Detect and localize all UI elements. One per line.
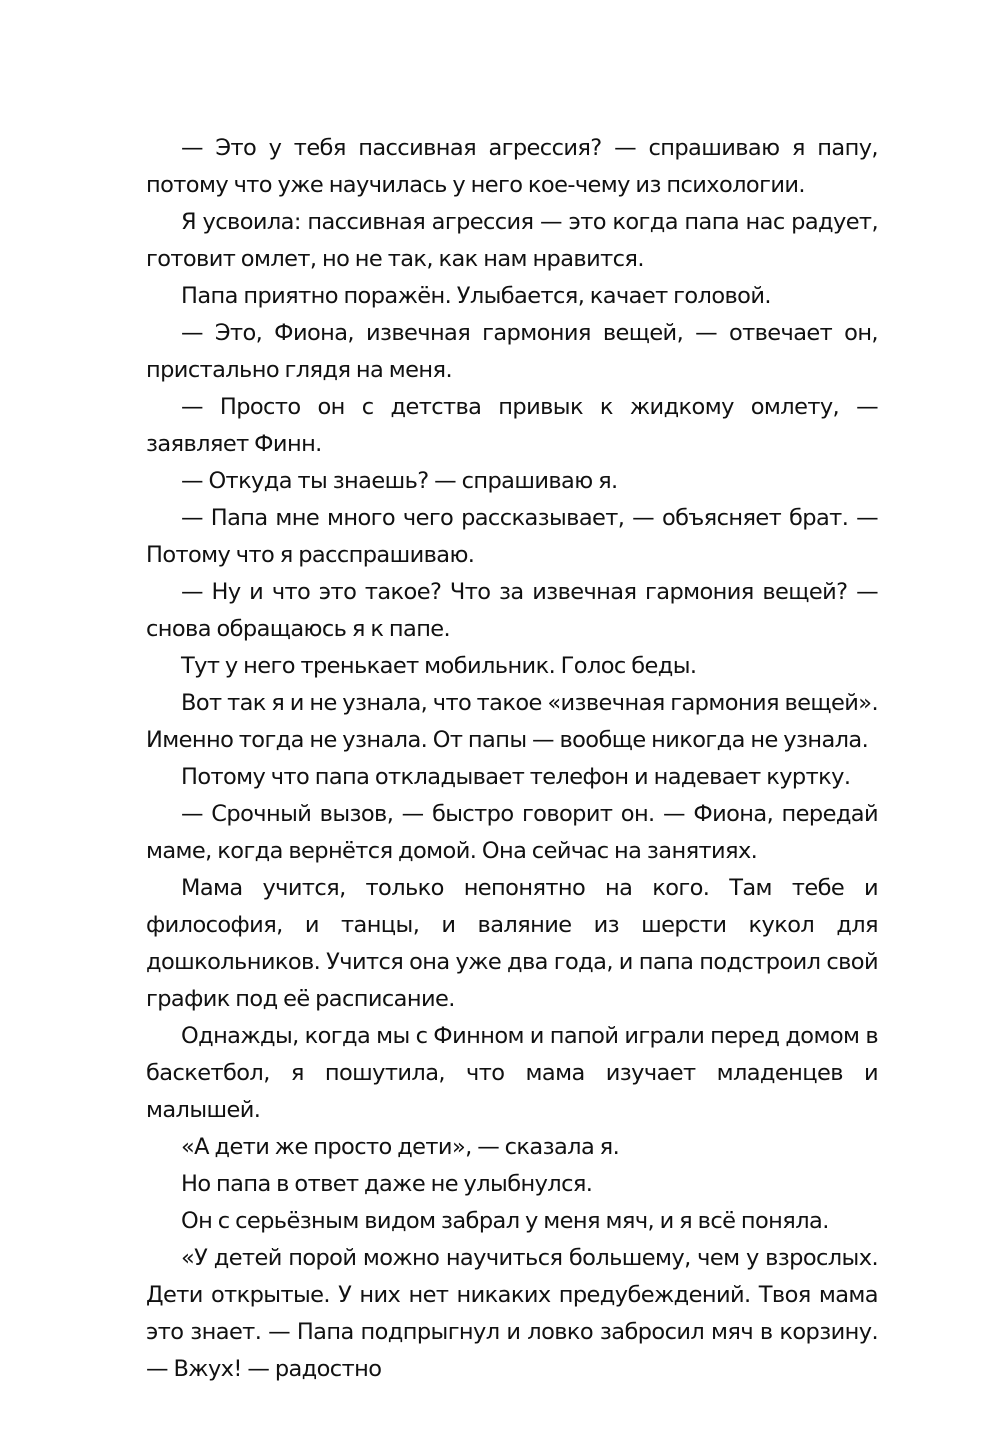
paragraph: Однажды, когда мы с Финном и папой играли перед домом в баскетбол, я пошутила, что мама изучает младенцев и малышей. xyxy=(146,1023,878,1123)
paragraph: Тут у него тренькает мобильник. Голос беды. xyxy=(181,653,697,679)
paragraph: Вот так я и не узнала, что такое «извечная гармония вещей». Именно тогда не узнала. От папы — вообще никогда не узнала. xyxy=(146,690,878,753)
paragraph: Я усвоила: пассивная агрессия — это когда папа нас радует, готовит омлет, но не так, как нам нравится. xyxy=(146,209,878,272)
paragraph: Но папа в ответ даже не улыбнулся. xyxy=(181,1171,593,1197)
paragraph: — Ну и что это такое? Что за извечная гармония вещей? — снова обращаюсь я к папе. xyxy=(146,579,878,642)
paragraph: Потому что папа откладывает телефон и надевает куртку. xyxy=(181,764,851,790)
paragraph: Мама учится, только непонятно на кого. Там тебе и философия, и танцы, и валяние из шерсти кукол для дошкольников. Учится она уже два года, и папа подстроил свой график под её расписание. xyxy=(146,875,878,1012)
paragraph: «А дети же просто дети», — сказала я. xyxy=(181,1134,620,1160)
paragraph: «У детей порой можно научиться большему, чем у взрослых. Дети открытые. У них нет никаких предубеждений. Твоя мама это знает. — Папа подпрыгнул и ловко забросил мяч в корзину. — Вжух! — радостно xyxy=(146,1245,878,1382)
paragraph: — Срочный вызов, — быстро говорит он. — Фиона, передай маме, когда вернётся домой. Она сейчас на занятиях. xyxy=(146,801,878,864)
paragraph: Он с серьёзным видом забрал у меня мяч, и я всё поняла. xyxy=(181,1208,829,1234)
paragraph: — Просто он с детства привык к жидкому омлету, — заявляет Финн. xyxy=(146,394,878,457)
book-page xyxy=(146,130,878,1388)
paragraph: — Откуда ты знаешь? — спрашиваю я. xyxy=(181,468,618,494)
paragraph: — Это, Фиона, извечная гармония вещей, — отвечает он, пристально глядя на меня. xyxy=(146,320,878,383)
paragraph: — Это у тебя пассивная агрессия? — спрашиваю я папу, потому что уже научилась у него кое-чему из психологии. xyxy=(146,135,878,198)
paragraph: — Папа мне много чего рассказывает, — объясняет брат. — Потому что я расспрашиваю. xyxy=(146,505,878,568)
paragraph: Папа приятно поражён. Улыбается, качает головой. xyxy=(181,283,771,309)
